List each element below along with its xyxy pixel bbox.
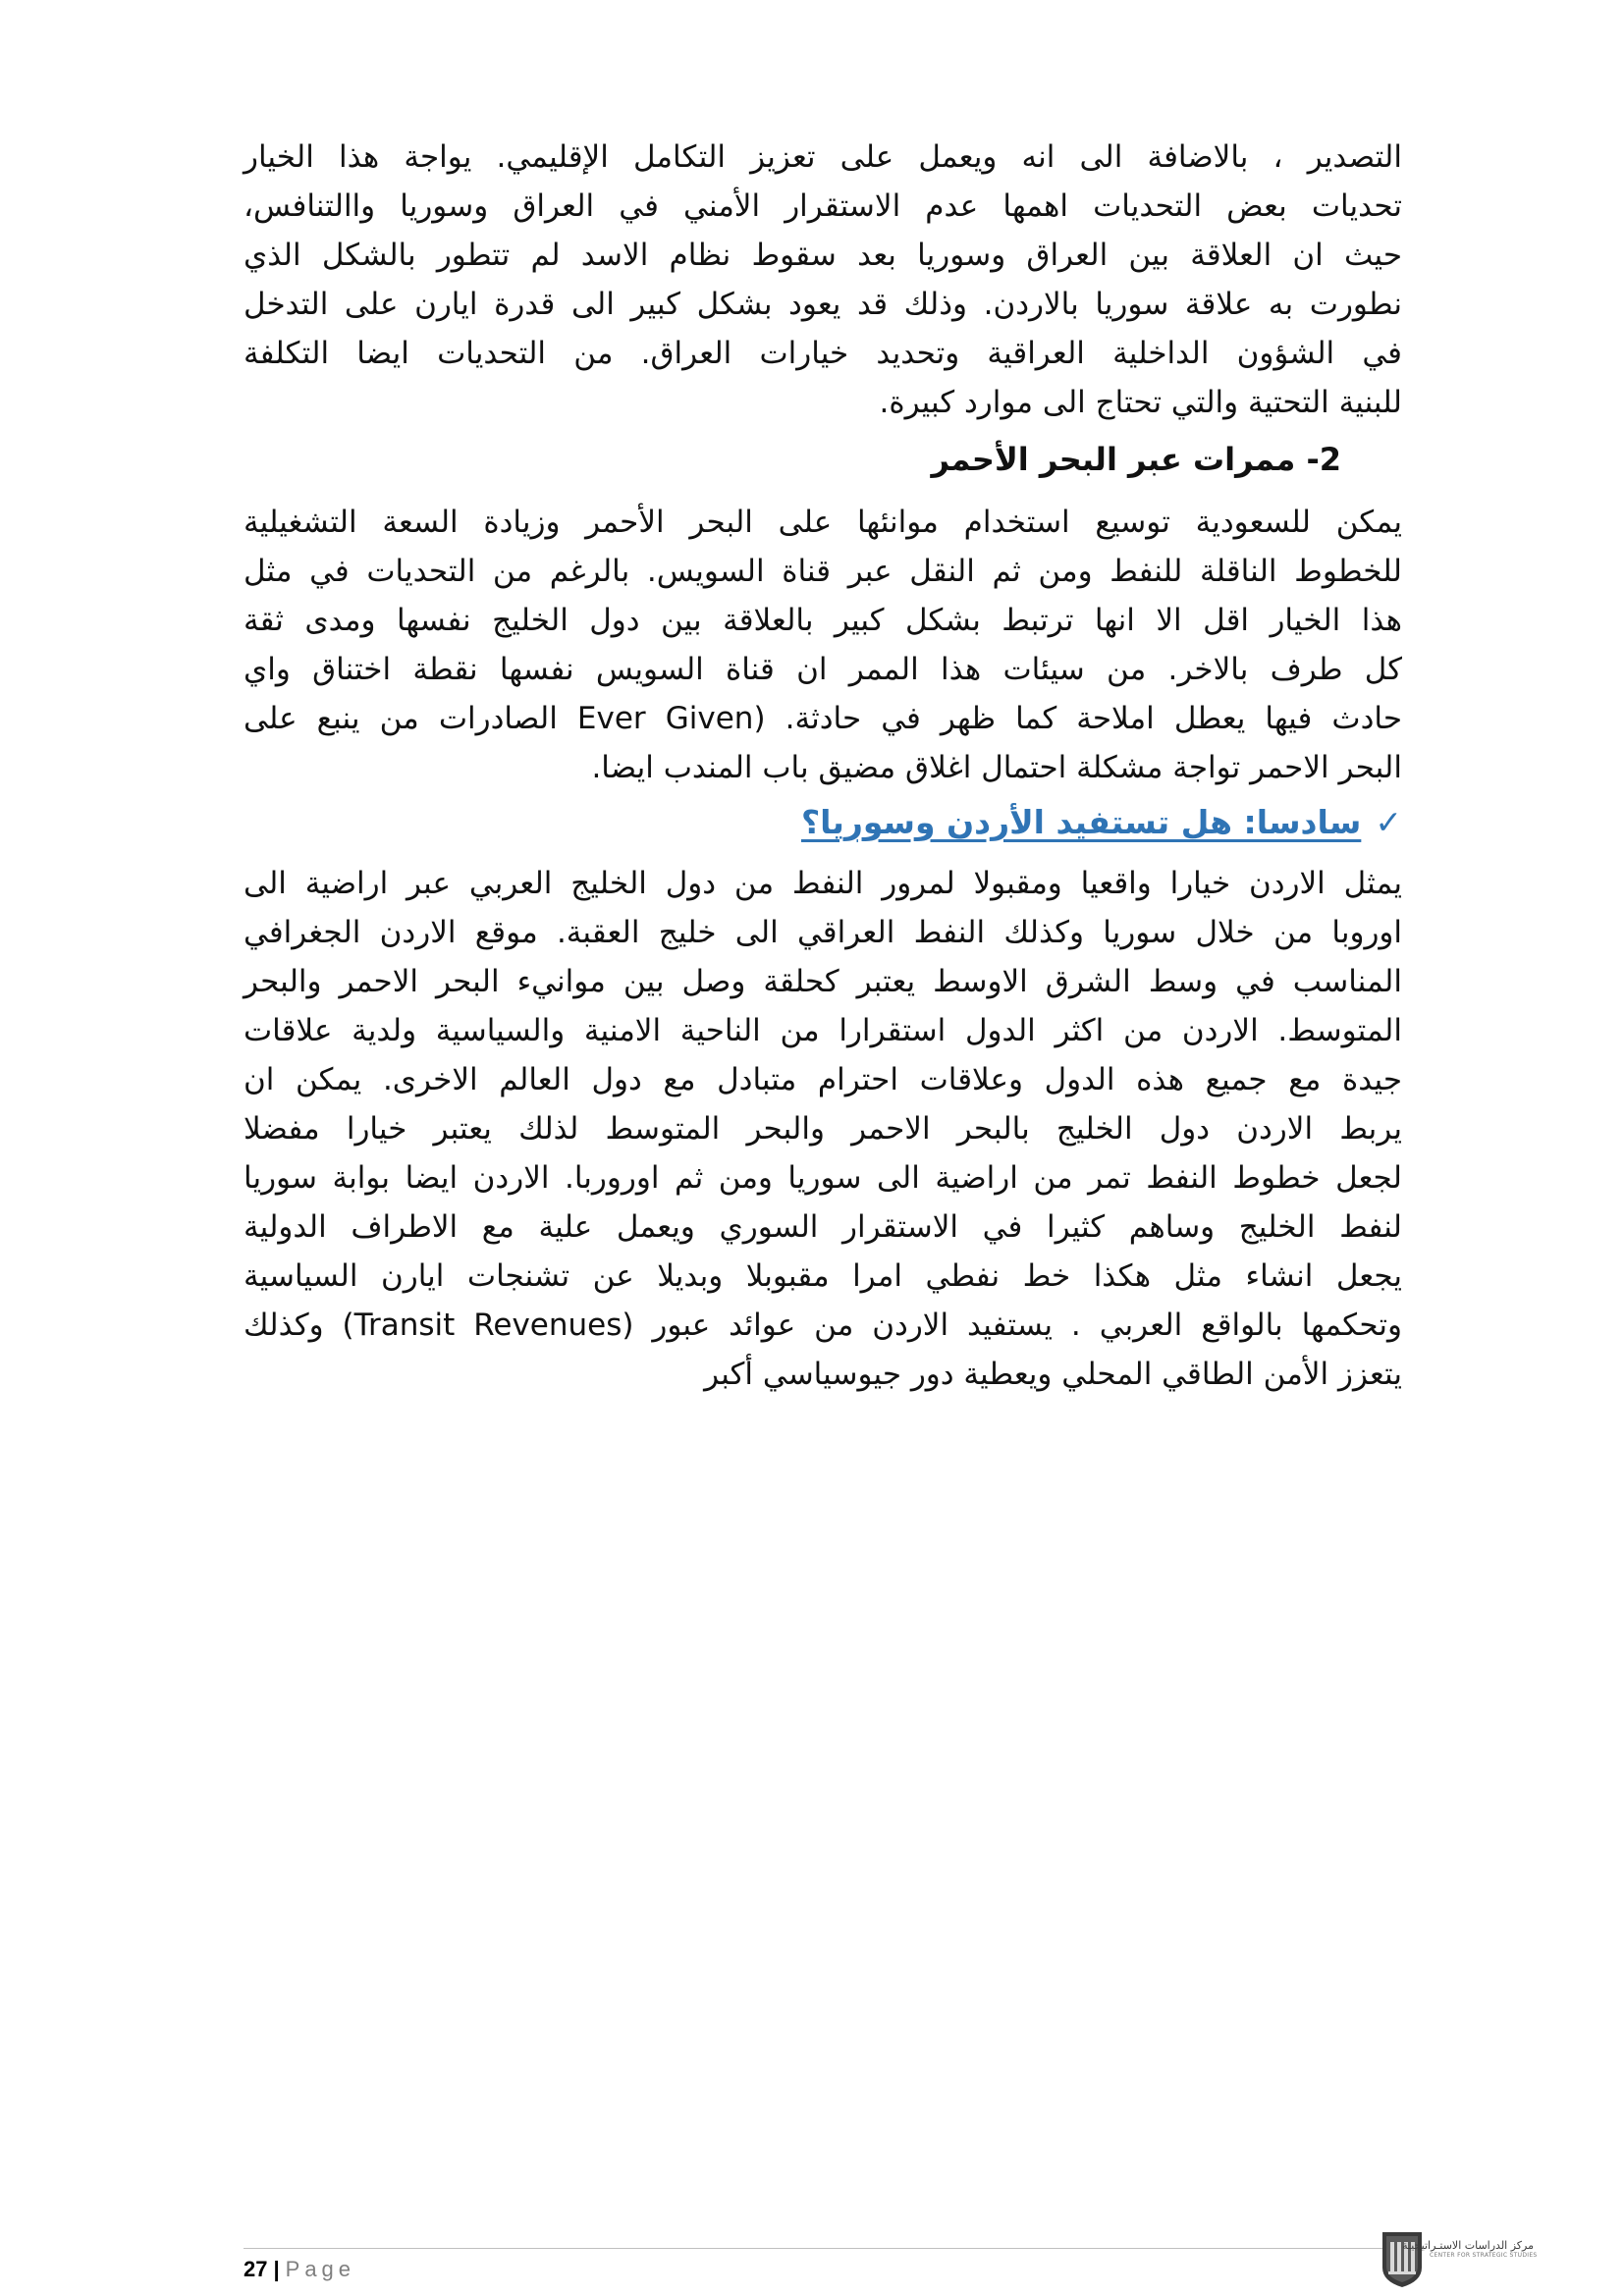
section-heading-jordan-syria	[244, 801, 1402, 844]
checkmark-icon: ✓	[1375, 803, 1402, 841]
page-number-footer	[244, 2255, 355, 2284]
paragraph-2-line-3: هذا الخيار اقل الا انها ترتبط بشكل كبير بالعلاقة بين دول الخليج نفسها ومدى ثقة	[244, 603, 1402, 638]
center-logo	[1379, 2228, 1536, 2289]
logo-text-arabic: مركز الدراسات الاستـراتيجيـة	[1402, 2239, 1534, 2252]
page-separator: |	[273, 2257, 280, 2281]
paragraph-3-line-11: يتعزز الأمن الطاقي المحلي ويعطية دور جيوسياسي أكبر	[704, 1357, 1402, 1392]
paragraph-3-line-2: اوروبا من خلال سوريا وكذلك النفط العراقي الى خليج العقبة. موقع الاردن الجغرافي	[244, 915, 1402, 950]
paragraph-3-line-1: يمثل الاردن خيارا واقعيا ومقبولا لمرور النفط من دول الخليج العربي عبر اراضية الى	[244, 866, 1402, 901]
page-label: Page	[285, 2257, 356, 2281]
paragraph-2-line-6: البحر الاحمر تواجة مشكلة احتمال اغلاق مضيق باب المندب ايضا.	[591, 750, 1402, 785]
shield-logo-icon	[1379, 2228, 1426, 2289]
paragraph-2-line-1: يمكن للسعودية توسيع استخدام موانئها على البحر الأحمر وزيادة السعة التشغيلية	[244, 505, 1402, 540]
paragraph-3-line-9: يجعل انشاء مثل هكذا خط نفطي امرا مقبوبلا وبديلا عن تشنجات ايارن السياسية	[244, 1258, 1402, 1294]
paragraph-3-line-4: المتوسط. الاردن من اكثر الدول استقرارا من الناحية الامنية والسياسية ولدية علاقات	[244, 1013, 1402, 1048]
paragraph-1-line-1: التصدير ، بالاضافة الى انه ويعمل على تعزيز التكامل الإقليمي. يواجة هذا الخيار	[244, 139, 1402, 175]
paragraph-1-line-3: حيث ان العلاقة بين العراق وسوريا بعد سقوط نظام الاسد لم تتطور بالشكل الذي	[244, 238, 1402, 273]
paragraph-2-line-5: حادث فيها يعطل املاحة كما ظهر في حادثة. (Ever Given الصادرات من ينبع على	[244, 701, 1402, 736]
paragraph-3-line-7: لجعل خطوط النفط تمر من اراضية الى سوريا ومن ثم اوروربا. الاردن ايضا بوابة سوريا	[244, 1160, 1402, 1196]
paragraph-2-line-4: كل طرف بالاخر. من سيئات هذا الممر ان قناة السويس نفسها نقطة اختناق واي	[244, 652, 1402, 687]
section-heading-red-sea: 2- ممرات عبر البحر الأحمر	[931, 441, 1341, 478]
paragraph-2-line-2: للخطوط الناقلة للنفط ومن ثم النقل عبر قناة السويس. بالرغم من التحديات في مثل	[244, 554, 1402, 589]
paragraph-1-line-5: في الشؤون الداخلية العراقية وتحديد خيارات العراق. من التحديات ايضا التكلفة	[244, 336, 1402, 371]
page-number: 27	[244, 2257, 268, 2281]
paragraph-3-line-5: جيدة مع جميع هذه الدول وعلاقات احترام متبادل مع دول العالم الاخرى. يمكن ان	[244, 1062, 1402, 1097]
paragraph-1-line-2: تحديات بعض التحديات اهمها عدم الاستقرار الأمني في العراق وسوريا واالتنافس،	[244, 188, 1402, 224]
paragraph-3-line-10: وتحكمها بالواقع العربي . يستفيد الاردن من عوائد عبور (Transit Revenues) وكذلك	[244, 1308, 1402, 1343]
paragraph-3-line-6: يربط الاردن دول الخليج بالبحر الاحمر والبحر المتوسط لذلك يعتبر خيارا مفضلا	[244, 1111, 1402, 1147]
section-heading-title: سادسا: هل تستفيد الأردن وسوريا؟	[800, 803, 1362, 841]
footer-divider	[244, 2248, 1400, 2249]
paragraph-3-line-8: لنفط الخليج وساهم كثيرا في الاستقرار السوري ويعمل علية مع الاطراف الدولية	[244, 1209, 1402, 1245]
logo-caption	[1402, 2239, 1538, 2260]
logo-text-english: CENTER FOR STRATEGIC STUDIES	[1430, 2252, 1538, 2259]
paragraph-3-line-3: المناسب في وسط الشرق الاوسط يعتبر كحلقة وصل بين موانيء البحر الاحمر والبحر	[244, 964, 1402, 999]
paragraph-1-line-6: للبنية التحتية والتي تحتاج الى موارد كبيرة.	[879, 385, 1402, 420]
paragraph-1-line-4: نطورت به علاقة سوريا بالاردن. وذلك قد يعود بشكل كبير الى قدرة ايارن على التدخل	[244, 287, 1402, 322]
